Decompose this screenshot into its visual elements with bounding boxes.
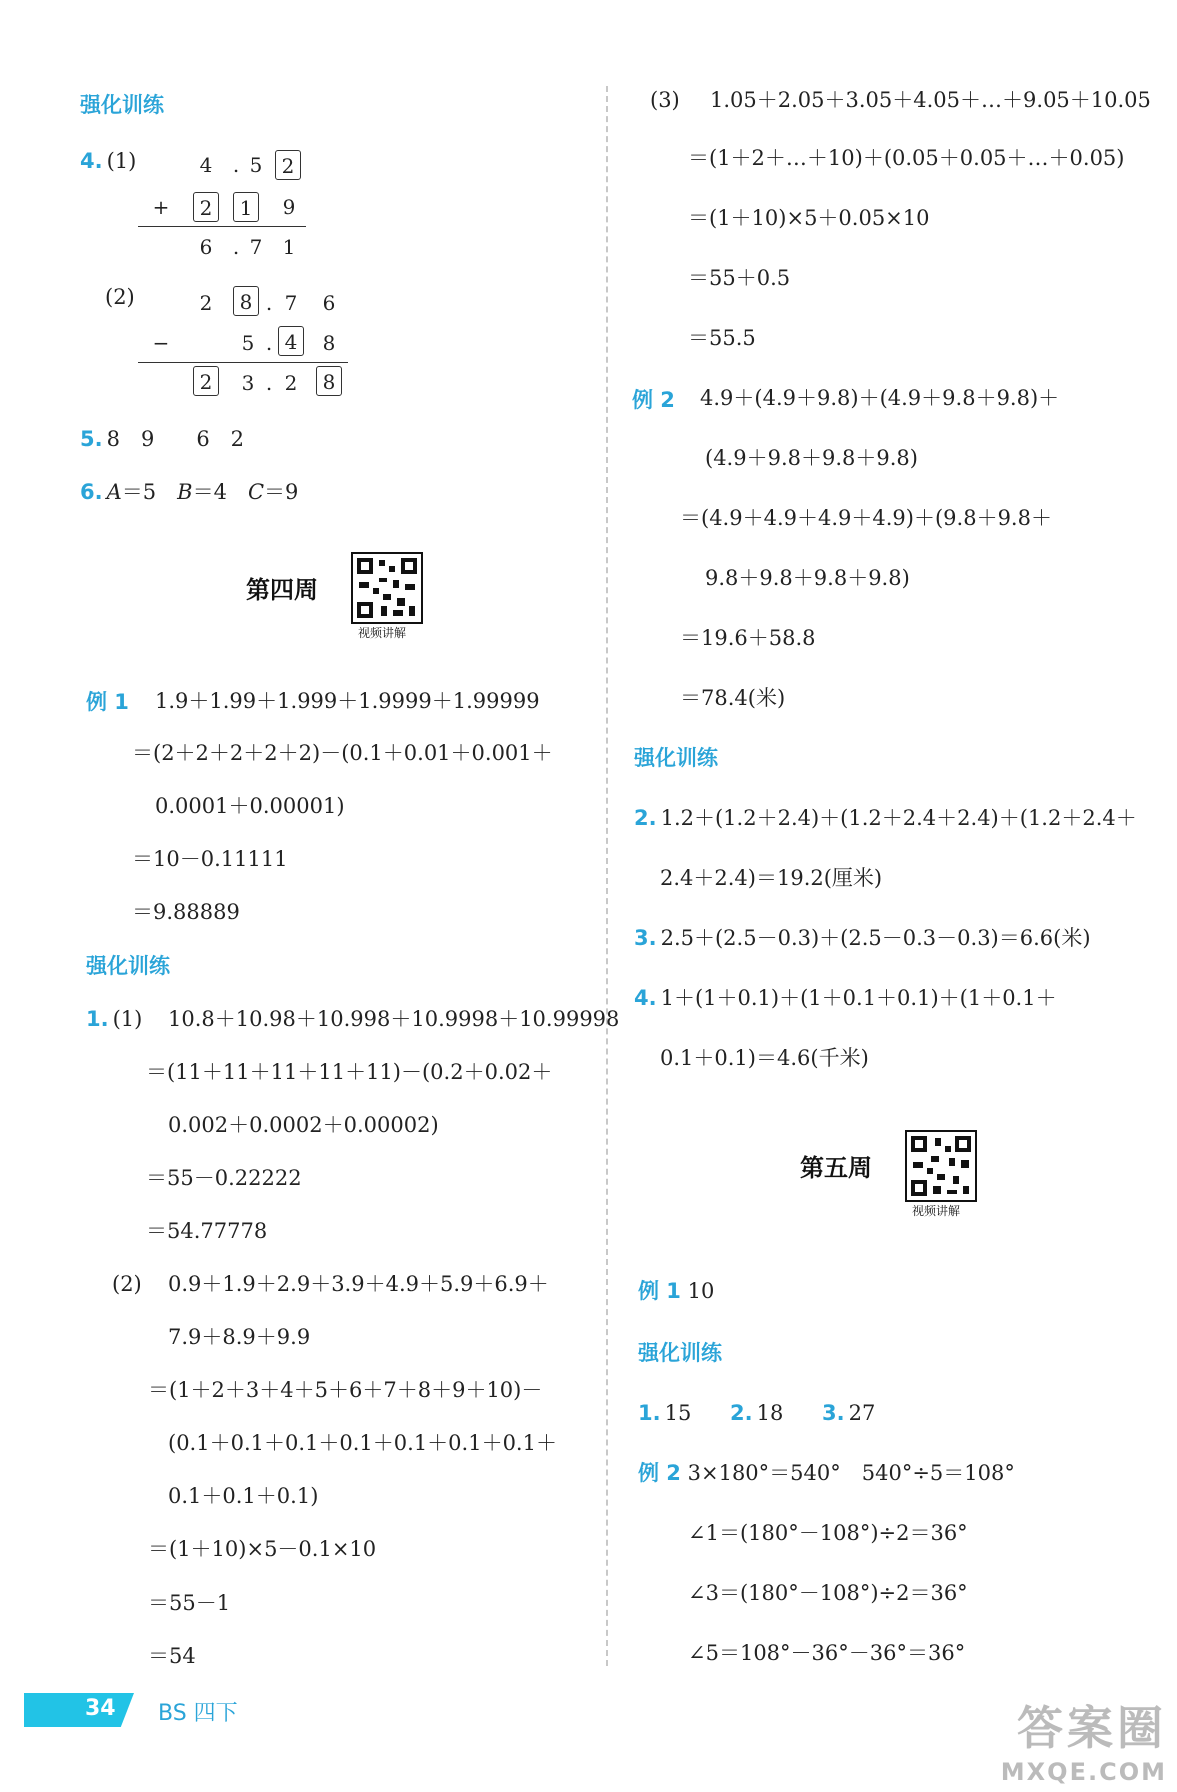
example2-line: ＝(4.9＋4.9＋4.9＋4.9)＋(9.8＋9.8＋ (680, 506, 1052, 530)
answer-num: 1. (638, 1401, 661, 1425)
q1-part3-label: (3) (650, 88, 680, 112)
section-heading-training-2: 强化训练 (86, 954, 170, 978)
column-divider (606, 86, 608, 1666)
example1-line: 0.0001＋0.00001) (155, 794, 345, 818)
page-number-tab (24, 1693, 134, 1727)
filled-box: 2 (193, 192, 219, 222)
decimal-point: . (265, 331, 273, 355)
q1-line: ＝(1＋2＋3＋4＋5＋6＋7＋8＋9＋10)－ (148, 1378, 543, 1402)
digit: 3 (241, 371, 255, 395)
example2b-line: 3×180°＝540° 540°÷5＝108° (687, 1461, 1015, 1485)
digit: 5 (249, 153, 263, 177)
q6-answer (80, 479, 298, 505)
example2-line: ＝78.4(米) (680, 686, 786, 710)
q1-part3-line: ＝55＋0.5 (688, 266, 791, 290)
decimal-point: . (265, 291, 273, 315)
q2-answer (634, 805, 1137, 831)
filled-box: 2 (193, 366, 219, 396)
q4-num: 4. (80, 149, 103, 173)
q1-line: ＝55－1 (148, 1591, 231, 1615)
decimal-point: . (265, 371, 273, 395)
var-c: C (247, 480, 265, 504)
q1-line: 10.8＋10.98＋10.998＋10.9998＋10.99998 (168, 1007, 620, 1031)
q1-line: 7.9＋8.9＋9.9 (168, 1325, 311, 1349)
example2-line: ＝19.6＋58.8 (680, 626, 816, 650)
digit: 6 (322, 291, 336, 315)
digit: 2 (199, 291, 213, 315)
example1-line: ＝9.88889 (132, 900, 240, 924)
digit: 5 (241, 331, 255, 355)
digit: 7 (284, 291, 298, 315)
example1-label: 例 1 (86, 690, 129, 714)
digit: 6 (199, 235, 213, 259)
digit: 4 (199, 153, 213, 177)
q1-line: ＝54 (148, 1644, 196, 1668)
example1-line: ＝(2＋2＋2＋2＋2)－(0.1＋0.01＋0.001＋ (132, 741, 553, 765)
watermark-url: MXQE.COM (1000, 1758, 1167, 1786)
qr-code-icon[interactable] (905, 1130, 977, 1202)
answer-num: 2. (730, 1401, 753, 1425)
q1-line: ＝(11＋11＋11＋11＋11)－(0.2＋0.02＋ (146, 1060, 553, 1084)
var-b: B (177, 480, 193, 504)
q4r-line2: 0.1＋0.1)＝4.6(千米) (660, 1046, 869, 1070)
q1-p1: (1) (112, 1007, 143, 1031)
q1-part1-label (86, 1006, 142, 1032)
q5-answer (80, 426, 244, 452)
q5-text: 8 9 6 2 (106, 427, 245, 451)
q2-line1: 1.2＋(1.2＋2.4)＋(1.2＋2.4＋2.4)＋(1.2＋2.4＋ (660, 806, 1137, 830)
q1-line: 0.1＋0.1＋0.1) (168, 1484, 319, 1508)
q4-part1-label: (1) (106, 149, 137, 173)
var-a-value: ＝5 (121, 480, 178, 504)
example1-line: ＝10－0.11111 (132, 847, 288, 871)
q1-part3-line: 1.05＋2.05＋3.05＋4.05＋…＋9.05＋10.05 (710, 88, 1151, 112)
example2b-line: ∠1＝(180°－108°)÷2＝36° (688, 1521, 968, 1545)
example2-label: 例 2 (632, 388, 675, 412)
qr-label: 视频讲解 (358, 626, 407, 640)
q1-part3-line: ＝(1＋2＋…＋10)＋(0.05＋0.05＋…＋0.05) (688, 146, 1125, 170)
decimal-point: . (232, 235, 240, 259)
example1-line: 1.9＋1.99＋1.999＋1.9999＋1.99999 (155, 689, 540, 713)
sum-line (138, 226, 306, 227)
plus-sign: + (152, 195, 170, 219)
filled-box: 1 (233, 192, 259, 222)
filled-box: 8 (233, 286, 259, 316)
q4-part2-label: (2) (105, 285, 135, 309)
digit: 1 (282, 235, 296, 259)
var-c-value: ＝9 (264, 480, 299, 504)
q4r-num: 4. (634, 986, 657, 1010)
qr-code-icon[interactable] (351, 552, 423, 624)
q3-line1: 2.5＋(2.5－0.3)＋(2.5－0.3－0.3)＝6.6(米) (660, 926, 1091, 950)
q4-answer-right (634, 985, 1057, 1011)
answer-value: 15 (664, 1401, 692, 1425)
example2b-line: ∠3＝(180°－108°)÷2＝36° (688, 1581, 968, 1605)
var-a: A (106, 480, 122, 504)
answer-value: 27 (848, 1401, 876, 1425)
q1-num: 1. (86, 1007, 109, 1031)
answer-3 (822, 1400, 875, 1426)
q2-num: 2. (634, 806, 657, 830)
q1-line: ＝54.77778 (146, 1219, 268, 1243)
q3-answer (634, 925, 1091, 951)
week5-title: 第五周 (800, 1154, 872, 1182)
watermark-logo-text: 答案圈 (1017, 1701, 1167, 1755)
q1-part3-line: ＝55.5 (688, 326, 756, 350)
difference-line (138, 362, 348, 363)
q1-line: (0.1＋0.1＋0.1＋0.1＋0.1＋0.1＋0.1＋ (168, 1431, 557, 1455)
answer-value: 18 (756, 1401, 784, 1425)
answer-num: 3. (822, 1401, 845, 1425)
digit: 7 (249, 235, 263, 259)
minus-sign: − (152, 331, 170, 355)
qr-label: 视频讲解 (912, 1204, 961, 1218)
digit: 9 (282, 195, 296, 219)
q4r-line1: 1＋(1＋0.1)＋(1＋0.1＋0.1)＋(1＋0.1＋ (660, 986, 1057, 1010)
week5-example1-label: 例 1 (638, 1279, 681, 1303)
q4-number (80, 148, 136, 174)
answer-2 (730, 1400, 783, 1426)
q6-num: 6. (80, 480, 103, 504)
week5-example1 (638, 1278, 714, 1304)
example2b-line: ∠5＝108°－36°－36°＝36° (688, 1641, 966, 1665)
q1-part2-label: (2) (112, 1272, 142, 1296)
site-watermark (1001, 1692, 1167, 1786)
q1-line: 0.002＋0.0002＋0.00002) (168, 1113, 439, 1137)
example2-line: (4.9＋9.8＋9.8＋9.8) (705, 446, 918, 470)
q2-line2: 2.4＋2.4)＝19.2(厘米) (660, 866, 883, 890)
q1-line: 0.9＋1.9＋2.9＋3.9＋4.9＋5.9＋6.9＋ (168, 1272, 549, 1296)
week4-title: 第四周 (246, 576, 318, 604)
filled-box: 8 (316, 366, 342, 396)
filled-box: 4 (278, 326, 304, 356)
filled-box: 2 (275, 150, 301, 180)
q1-line: ＝(1＋10)×5－0.1×10 (148, 1537, 377, 1561)
q3-num: 3. (634, 926, 657, 950)
digit: 2 (284, 371, 298, 395)
digit: 8 (322, 331, 336, 355)
example2-line: 9.8＋9.8＋9.8＋9.8) (705, 566, 910, 590)
week5-example2-label: 例 2 (638, 1461, 681, 1485)
decimal-point: . (232, 153, 240, 177)
week5-example1-answer: 10 (687, 1279, 715, 1303)
var-b-value: ＝4 (192, 480, 248, 504)
section-heading-training-3: 强化训练 (634, 746, 718, 770)
q1-line: ＝55－0.22222 (146, 1166, 302, 1190)
section-heading-training-4: 强化训练 (638, 1341, 722, 1365)
book-label: BS 四下 (158, 1701, 238, 1726)
section-heading-training-1: 强化训练 (80, 93, 164, 117)
answer-1 (638, 1400, 691, 1426)
page-number: 34 (85, 1696, 116, 1721)
q5-num: 5. (80, 427, 103, 451)
example2-line: 4.9＋(4.9＋9.8)＋(4.9＋9.8＋9.8)＋ (700, 386, 1060, 410)
week5-example2 (638, 1460, 1015, 1486)
q1-part3-line: ＝(1＋10)×5＋0.05×10 (688, 206, 930, 230)
